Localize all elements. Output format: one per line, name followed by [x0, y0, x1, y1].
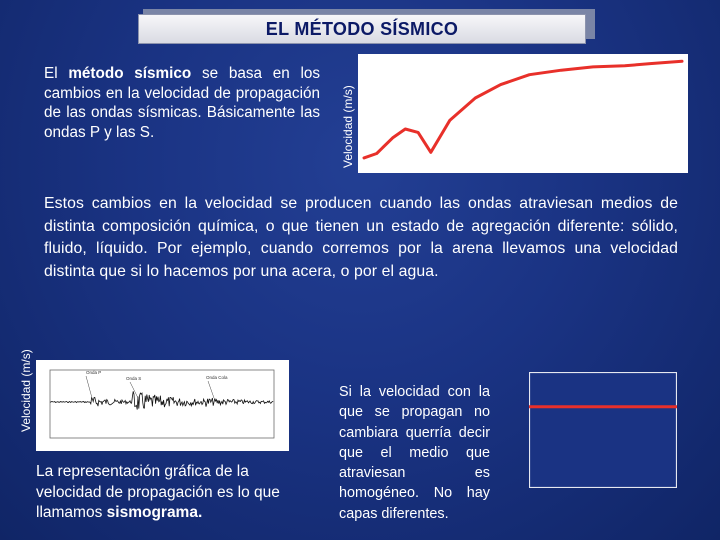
seismogram-caption — [36, 462, 288, 524]
intro-text — [44, 64, 320, 142]
velocity-chart-background — [358, 54, 688, 173]
seismogram-label-cola: Onda Cola — [206, 375, 228, 380]
chart1-ylabel: Velocidad (m/s) — [341, 85, 355, 168]
slide-title: EL MÉTODO SÍSMICO — [138, 14, 586, 44]
constant-velocity-chart — [529, 372, 677, 488]
intro-prefix: El — [44, 65, 69, 82]
intro-bold-term: método sísmico — [68, 65, 192, 82]
seismogram-label-s: Onda S — [126, 376, 142, 381]
caption-bold-term: sismograma. — [106, 504, 203, 521]
constant-velocity-frame — [530, 373, 677, 488]
caption-text: La representación gráfica de la velocidad de propagación es lo que llamamos — [36, 463, 280, 521]
velocity-chart — [358, 54, 688, 173]
seismogram-background — [36, 360, 289, 451]
homogeneous-note: Si la velocidad con la que se propagan no cambiara querría decir que el medio que atraviesan es homogéneo. No hay capas diferentes. — [339, 384, 490, 522]
body-paragraph: Estos cambios en la velocidad se producen cuando las ondas atraviesan medios de distinta composición química, o que tienen un estado de agregación diferente: sólido, fluido, líquido. Por ejemplo, cuando corremos por la arena llevamos una velocidad distinta que si lo hacemos por una acera, o por el agua. — [44, 195, 678, 280]
intro-rest: se basa en los cambios en la velocidad de propagación de las ondas sísmicas. Básicamente las ondas P y las S. — [44, 65, 320, 141]
seismogram-image — [36, 360, 289, 451]
chart-left-ylabel: Velocidad (m/s) — [19, 349, 33, 432]
seismogram-label-p: Onda P — [86, 370, 102, 375]
